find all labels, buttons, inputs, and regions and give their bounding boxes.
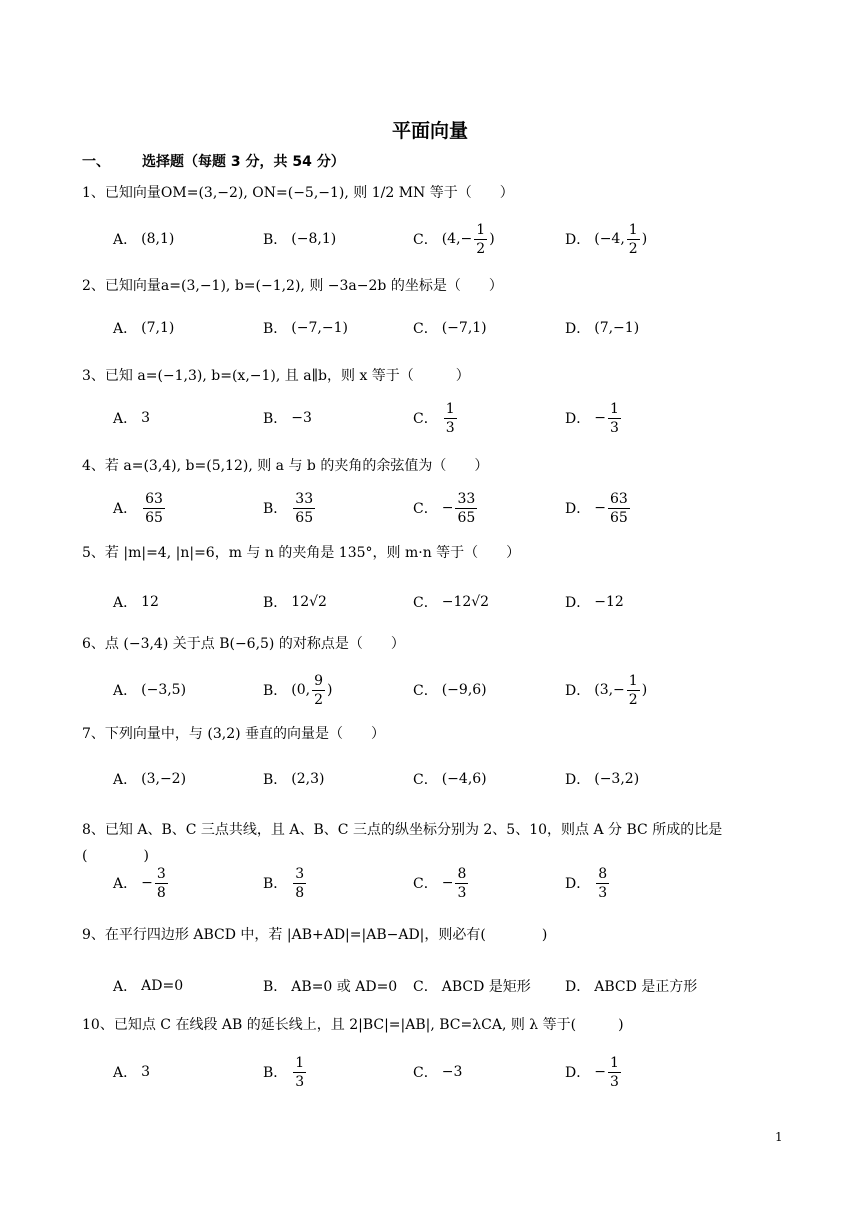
option-text: −	[594, 410, 606, 426]
fraction-numerator: 63	[609, 490, 628, 507]
question-number: 10、	[82, 1017, 114, 1033]
option-label: B．	[263, 876, 288, 892]
fraction	[627, 223, 640, 256]
option-d	[565, 398, 623, 438]
fraction	[155, 867, 168, 900]
option-label: A．	[113, 232, 138, 248]
option-label: B．	[263, 979, 288, 995]
option-label: A．	[113, 772, 138, 788]
question-number: 8、	[82, 822, 105, 838]
option-b	[263, 1052, 308, 1092]
option-label: B．	[263, 595, 288, 611]
fraction-numerator: 1	[628, 672, 638, 689]
option-a	[113, 966, 183, 1006]
option-text: (−8,1)	[291, 231, 337, 247]
option-d	[565, 308, 639, 348]
question-number: 6、	[82, 636, 105, 652]
option-c	[413, 759, 487, 799]
option-label: A．	[113, 876, 138, 892]
option-text: (−3,2)	[594, 771, 640, 787]
option-label: C．	[413, 683, 438, 699]
option-text: AD=0	[141, 978, 184, 994]
option-label: D．	[565, 411, 591, 427]
fraction	[444, 402, 457, 435]
option-label: C．	[413, 321, 438, 337]
option-a	[113, 308, 174, 348]
fraction-numerator: 3	[295, 865, 305, 882]
option-label: B．	[263, 772, 288, 788]
option-label: C．	[413, 411, 438, 427]
page-number: 1	[775, 1130, 783, 1144]
question-number: 9、	[82, 927, 105, 943]
option-label: D．	[565, 1065, 591, 1081]
fraction-numerator: 33	[295, 490, 314, 507]
section-text: 选择题（每题 3 分，共 54 分）	[142, 154, 345, 170]
fraction-denominator: 8	[156, 884, 166, 901]
question-stem	[82, 724, 385, 744]
question-text: 已知向量a=(3,−1), b=(−1,2), 则 −3a−2b 的坐标是（ ）	[104, 278, 503, 294]
question-text: 若 |m|=4, |n|=6，m 与 n 的夹角是 135°，则 m·n 等于（ ）	[104, 545, 521, 561]
question-text: 在平行四边形 ABCD 中，若 |AB+AD|=|AB−AD|，则必有( )	[104, 927, 548, 943]
option-tail: )	[641, 682, 648, 698]
option-a	[113, 398, 150, 438]
question-stem	[82, 543, 520, 563]
option-a	[113, 219, 174, 259]
option-label: A．	[113, 1065, 138, 1081]
option-b	[263, 759, 325, 799]
option-text: 3	[141, 410, 151, 426]
question-text: 点 (−3,4) 关于点 B(−6,5) 的对称点是（ ）	[104, 636, 405, 652]
option-tail: )	[641, 231, 648, 247]
option-text: ABCD 是矩形	[441, 979, 531, 995]
question-stem	[82, 456, 488, 476]
option-label: A．	[113, 411, 138, 427]
question-stem	[82, 634, 405, 654]
option-a	[113, 863, 170, 903]
option-row	[113, 308, 813, 348]
option-a	[113, 582, 159, 622]
fraction-numerator: 1	[445, 400, 455, 417]
option-label: D．	[565, 321, 591, 337]
fraction	[474, 223, 487, 256]
fraction-denominator: 2	[476, 240, 486, 257]
question-number: 5、	[82, 545, 105, 561]
option-d	[565, 488, 632, 528]
option-b	[263, 966, 397, 1006]
option-text: (2,3)	[291, 771, 325, 787]
fraction-numerator: 3	[156, 865, 166, 882]
question-stem	[82, 276, 503, 296]
option-label: D．	[565, 501, 591, 517]
option-label: C．	[413, 979, 438, 995]
option-text: (7,−1)	[594, 320, 640, 336]
fraction-numerator: 1	[628, 221, 638, 238]
option-c	[413, 863, 470, 903]
option-label: D．	[565, 979, 591, 995]
fraction-denominator: 65	[457, 509, 476, 526]
fraction	[608, 492, 630, 525]
question-text: 若 a=(3,4), b=(5,12), 则 a 与 b 的夹角的余弦值为（ ）	[104, 458, 489, 474]
option-a	[113, 759, 186, 799]
option-c	[413, 219, 495, 259]
option-text: −	[141, 875, 153, 891]
option-row	[113, 1052, 813, 1092]
question-stem	[82, 925, 547, 945]
question-stem	[82, 366, 470, 386]
question-number: 3、	[82, 368, 105, 384]
option-label: C．	[413, 1065, 438, 1081]
option-label: A．	[113, 321, 138, 337]
fraction-numerator: 8	[457, 865, 467, 882]
option-label: C．	[413, 501, 438, 517]
fraction	[143, 492, 165, 525]
option-d	[565, 1052, 623, 1092]
option-text: AB=0 或 AD=0	[291, 979, 398, 995]
fraction	[596, 867, 609, 900]
option-b	[263, 308, 348, 348]
option-text: (3,−	[594, 682, 625, 698]
option-label: B．	[263, 411, 288, 427]
fraction-numerator: 1	[609, 1054, 619, 1071]
option-text: 12	[141, 594, 159, 610]
option-text: ABCD 是正方形	[594, 979, 698, 995]
question-number: 1、	[82, 185, 105, 201]
fraction	[293, 492, 315, 525]
fraction-denominator: 3	[598, 884, 608, 901]
option-c	[413, 966, 531, 1006]
option-label: D．	[565, 876, 591, 892]
option-b	[263, 219, 336, 259]
page-title: 平面向量	[391, 120, 468, 142]
fraction	[608, 402, 621, 435]
fraction-denominator: 2	[628, 691, 638, 708]
option-tail: )	[327, 682, 333, 698]
option-row	[113, 488, 813, 528]
fraction-denominator: 65	[609, 509, 628, 526]
section-number: 一、	[82, 154, 110, 170]
question-text: 已知 A、B、C 三点共线，且 A、B、C 三点的纵坐标分别为 2、5、10，则点 A 分 BC 所成的比是( )	[82, 822, 723, 864]
question-number: 2、	[82, 278, 105, 294]
question-text: 已知向量OM=(3,−2), ON=(−5,−1), 则 1/2 MN 等于（ ）	[104, 185, 514, 201]
question-number: 4、	[82, 458, 105, 474]
option-row	[113, 219, 813, 259]
option-a	[113, 1052, 150, 1092]
option-text: (7,1)	[141, 320, 175, 336]
section-heading	[82, 151, 345, 171]
option-text: −	[594, 1064, 606, 1080]
option-text: 12√2	[291, 594, 327, 610]
option-row	[113, 863, 813, 903]
fraction-denominator: 3	[609, 1073, 619, 1090]
fraction	[608, 1056, 621, 1089]
option-text: (4,−	[441, 231, 473, 247]
option-a	[113, 670, 186, 710]
option-d	[565, 966, 697, 1006]
fraction-denominator: 65	[295, 509, 314, 526]
option-d	[565, 582, 624, 622]
option-b	[263, 670, 333, 710]
option-row	[113, 582, 813, 622]
option-text: (8,1)	[141, 231, 175, 247]
option-label: A．	[113, 683, 138, 699]
option-tail: )	[489, 231, 495, 247]
option-label: B．	[263, 501, 288, 517]
fraction-denominator: 3	[609, 419, 619, 436]
option-c	[413, 1052, 462, 1092]
option-text: −3	[441, 1064, 463, 1080]
option-c	[413, 670, 487, 710]
fraction-numerator: 33	[457, 490, 476, 507]
question-stem	[82, 183, 514, 203]
fraction	[455, 867, 468, 900]
fraction-numerator: 8	[598, 865, 608, 882]
option-b	[263, 398, 312, 438]
option-label: A．	[113, 595, 138, 611]
option-label: D．	[565, 595, 591, 611]
option-text: −	[594, 500, 606, 516]
option-label: C．	[413, 595, 438, 611]
fraction-denominator: 3	[295, 1073, 305, 1090]
option-text: −3	[291, 410, 312, 426]
option-label: B．	[263, 1065, 288, 1081]
option-label: C．	[413, 232, 438, 248]
option-d	[565, 219, 647, 259]
fraction-numerator: 63	[145, 490, 163, 507]
option-c	[413, 582, 489, 622]
option-label: C．	[413, 772, 438, 788]
question-stem	[82, 1015, 624, 1035]
option-row	[113, 966, 813, 1006]
option-text: (−7,1)	[441, 320, 487, 336]
option-d	[565, 670, 647, 710]
option-text: (0,	[291, 682, 311, 698]
option-text: (−7,−1)	[291, 320, 348, 336]
fraction	[312, 674, 325, 707]
option-text: 3	[141, 1064, 151, 1080]
fraction-numerator: 1	[476, 221, 486, 238]
fraction-denominator: 8	[295, 884, 305, 901]
fraction	[627, 674, 640, 707]
option-text: (−4,	[594, 231, 625, 247]
question-text: 已知 a=(−1,3), b=(x,−1), 且 a∥b，则 x 等于（ ）	[104, 368, 470, 384]
option-text: −12	[594, 594, 624, 610]
option-label: D．	[565, 232, 591, 248]
question-stem	[82, 817, 782, 869]
option-label: C．	[413, 876, 438, 892]
question-number: 7、	[82, 726, 105, 742]
option-text: (−3,5)	[141, 682, 187, 698]
option-c	[413, 398, 459, 438]
option-label: A．	[113, 979, 138, 995]
option-text: (−9,6)	[441, 682, 487, 698]
fraction	[293, 867, 306, 900]
option-label: B．	[263, 683, 288, 699]
option-label: D．	[565, 683, 591, 699]
fraction-denominator: 65	[145, 509, 163, 526]
option-text: (−4,6)	[441, 771, 487, 787]
option-b	[263, 582, 327, 622]
option-label: D．	[565, 772, 591, 788]
option-b	[263, 488, 317, 528]
fraction-numerator: 1	[295, 1054, 305, 1071]
option-text: −12√2	[441, 594, 490, 610]
option-row	[113, 670, 813, 710]
option-text: (3,−2)	[141, 771, 187, 787]
option-label: B．	[263, 232, 288, 248]
fraction-numerator: 9	[314, 672, 324, 689]
fraction-numerator: 1	[609, 400, 619, 417]
question-text: 下列向量中，与 (3,2) 垂直的向量是（ ）	[104, 726, 386, 742]
option-a	[113, 488, 167, 528]
option-label: B．	[263, 321, 288, 337]
fraction-denominator: 2	[628, 240, 638, 257]
fraction-denominator: 3	[445, 419, 455, 436]
option-d	[565, 759, 639, 799]
option-d	[565, 863, 611, 903]
question-text: 已知点 C 在线段 AB 的延长线上，且 2|BC|=|AB|, BC=λCA, 则 λ 等于( )	[113, 1017, 624, 1033]
option-c	[413, 308, 487, 348]
option-b	[263, 863, 308, 903]
option-text: −	[441, 875, 454, 891]
fraction-denominator: 2	[314, 691, 324, 708]
fraction	[455, 492, 477, 525]
option-c	[413, 488, 479, 528]
fraction-denominator: 3	[457, 884, 467, 901]
option-text: −	[441, 500, 454, 516]
option-row	[113, 759, 813, 799]
fraction	[293, 1056, 306, 1089]
option-row	[113, 398, 813, 438]
option-label: A．	[113, 501, 138, 517]
